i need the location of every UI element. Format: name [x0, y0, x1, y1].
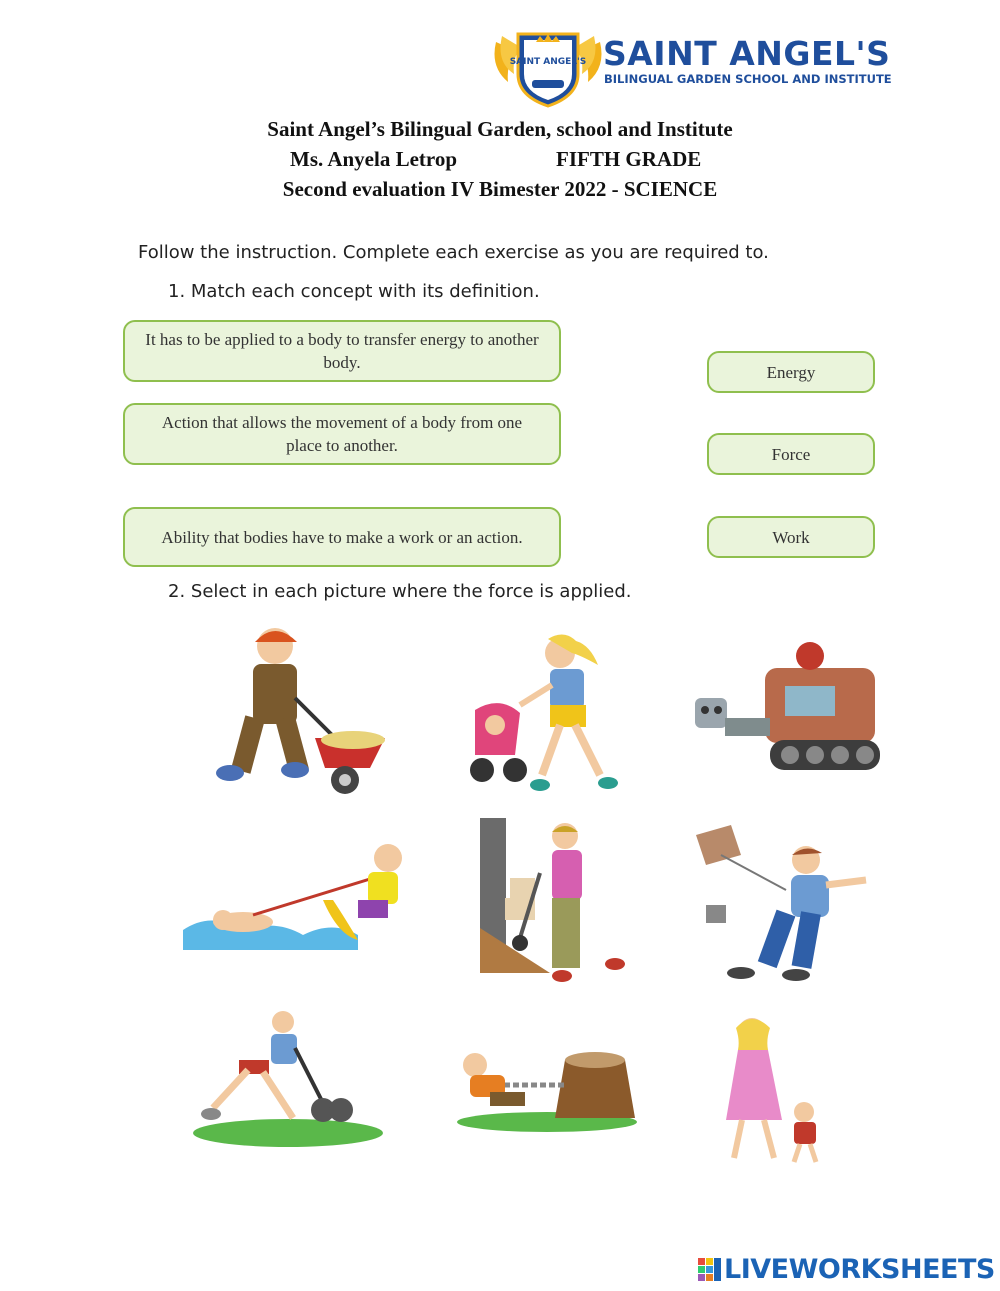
- definition-box-3[interactable]: [123, 507, 561, 567]
- robot-machine-image[interactable]: [690, 628, 890, 788]
- stroller-woman-image[interactable]: [460, 625, 635, 800]
- hand-truck-worker-image[interactable]: [480, 818, 635, 988]
- logo-title: SAINT ANGEL'S: [603, 34, 891, 73]
- crest-text: SAINT ANGEL'S: [509, 57, 587, 67]
- wheelbarrow-worker-image[interactable]: [205, 618, 395, 803]
- definition-text-1: It has to be applied to a body to transfer energy to another body.: [145, 330, 539, 372]
- mother-child-image[interactable]: [712, 1010, 832, 1170]
- question-2-prompt: 2. Select in each picture where the force is applied.: [168, 581, 632, 602]
- teacher-name: Ms. Anyela Letrop: [290, 147, 458, 171]
- crest-icon: [488, 22, 608, 110]
- question-1-prompt: 1. Match each concept with its definition.: [168, 281, 540, 302]
- liveworksheets-logo-text: LIVEWORKSHEETS: [724, 1254, 995, 1285]
- concept-label-energy: Energy: [766, 362, 816, 382]
- evaluation-title: Second evaluation IV Bimester 2022 - SCIENCE: [282, 177, 718, 201]
- concept-label-force: Force: [771, 444, 811, 464]
- concept-energy-box[interactable]: [707, 351, 875, 393]
- rope-pull-man-image[interactable]: [656, 825, 871, 985]
- concept-label-work: Work: [772, 527, 810, 547]
- definition-text-3: Ability that bodies have to make a work or an action.: [161, 527, 523, 547]
- instructions-text: Follow the instruction. Complete each exercise as you are required to.: [138, 242, 769, 263]
- logo-subtitle: BILINGUAL GARDEN SCHOOL AND INSTITUTE: [604, 72, 892, 86]
- water-skier-image[interactable]: [183, 840, 413, 955]
- grade-label: FIFTH GRADE: [556, 147, 702, 171]
- concept-force-box[interactable]: [707, 433, 875, 475]
- definition-box-1[interactable]: [123, 320, 561, 382]
- liveworksheets-icon: [698, 1258, 722, 1282]
- definition-box-2[interactable]: [123, 403, 561, 465]
- concept-work-box[interactable]: [707, 516, 875, 558]
- tree-stump-pull-image[interactable]: [455, 1030, 640, 1135]
- definition-text-2: Action that allows the movement of a body from one place to another.: [161, 413, 523, 455]
- lawn-mower-runner-image[interactable]: [193, 1008, 388, 1148]
- school-name-heading: Saint Angel’s Bilingual Garden, school and Institute: [267, 117, 733, 141]
